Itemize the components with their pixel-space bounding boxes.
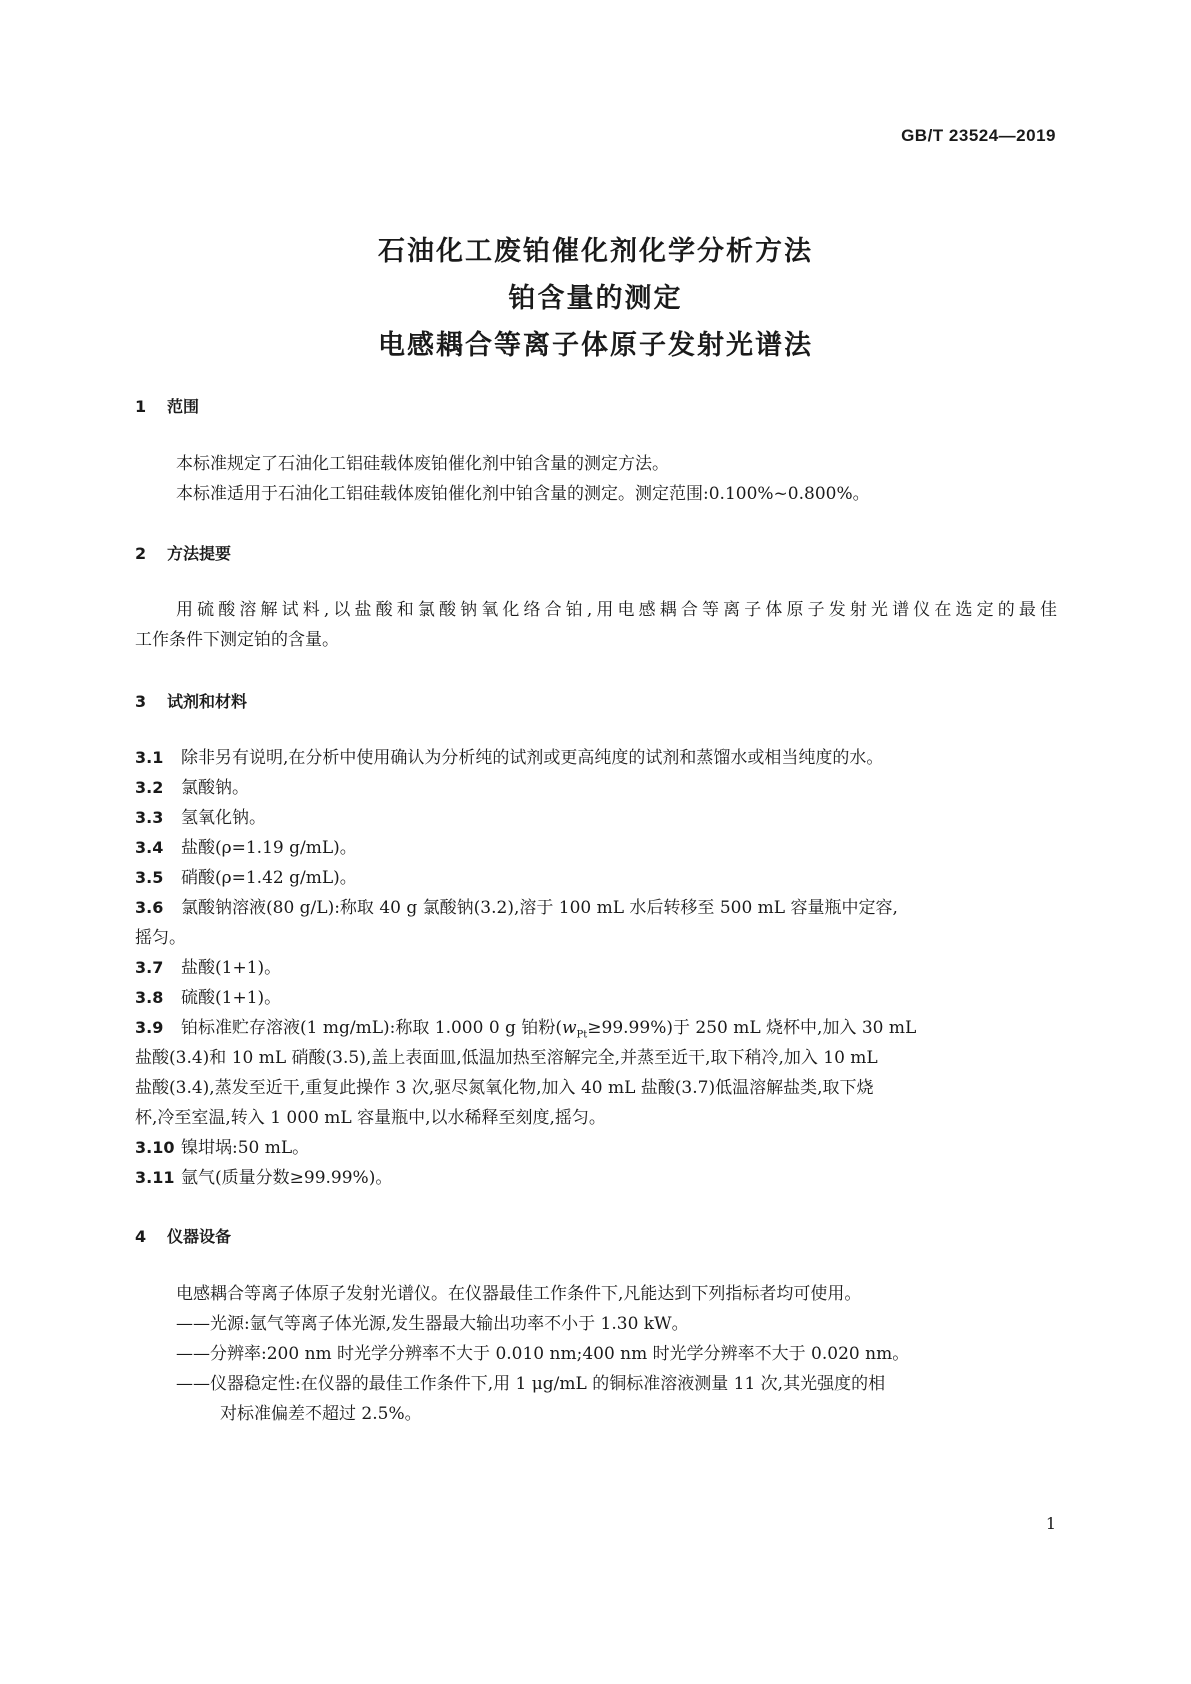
item-text: 氯酸钠溶液(80 g/L):称取 40 g 氯酸钠(3.2),溶于 100 mL 水后转移至 500 mL 容量瓶中定容, bbox=[181, 898, 898, 918]
list-item bbox=[135, 776, 1057, 800]
item-number: 3.7 bbox=[135, 958, 164, 977]
section-number: 1 bbox=[135, 397, 147, 416]
text-line: 用硫酸溶解试料,以盐酸和氯酸钠氧化络合铂,用电感耦合等离子体原子发射光谱仪在选定的最佳 bbox=[176, 600, 1057, 620]
item-text: 硫酸(1+1)。 bbox=[181, 988, 282, 1008]
item-number: 3.1 bbox=[135, 748, 164, 767]
item-number: 3.5 bbox=[135, 868, 164, 887]
dash-list-item: ——仪器稳定性:在仪器的最佳工作条件下,用 1 μg/mL 的铜标准溶液测量 11 次,其光强度的相 bbox=[176, 1374, 886, 1394]
list-item bbox=[135, 866, 1057, 890]
section-3-heading bbox=[135, 689, 247, 712]
item-number: 3.9 bbox=[135, 1018, 164, 1037]
list-item-continuation: 盐酸(3.4),蒸发至近干,重复此操作 3 次,驱尽氮氧化物,加入 40 mL 盐酸(3.7)低温溶解盐类,取下烧 bbox=[135, 1078, 874, 1098]
section-number: 2 bbox=[135, 544, 147, 563]
page-number: 1 bbox=[1045, 1514, 1056, 1533]
item-text: 除非另有说明,在分析中使用确认为分析纯的试剂或更高纯度的试剂和蒸馏水或相当纯度的水。 bbox=[181, 748, 884, 768]
dash-list-item: ——光源:氩气等离子体光源,发生器最大输出功率不小于 1.30 kW。 bbox=[176, 1314, 689, 1334]
item-text: 氯酸钠。 bbox=[181, 778, 249, 798]
list-item bbox=[135, 836, 1057, 860]
list-item-continuation: 摇匀。 bbox=[135, 928, 186, 948]
item-number: 3.10 bbox=[135, 1138, 175, 1157]
document-title bbox=[0, 228, 1191, 369]
paragraph: 本标准规定了石油化工铝硅载体废铂催化剂中铂含量的测定方法。 bbox=[176, 454, 669, 474]
list-item bbox=[135, 746, 1057, 770]
title-line-3: 电感耦合等离子体原子发射光谱法 bbox=[378, 330, 813, 361]
section-number: 3 bbox=[135, 692, 147, 711]
item-number: 3.4 bbox=[135, 838, 164, 857]
section-number: 4 bbox=[135, 1227, 147, 1246]
title-line-1: 石油化工废铂催化剂化学分析方法 bbox=[378, 236, 813, 267]
item-number: 3.2 bbox=[135, 778, 164, 797]
item-number: 3.3 bbox=[135, 808, 164, 827]
list-item-continuation: 盐酸(3.4)和 10 mL 硝酸(3.5),盖上表面皿,低温加热至溶解完全,并蒸至近干,取下稍冷,加入 10 mL bbox=[135, 1048, 878, 1068]
math-variable: w bbox=[561, 1018, 577, 1038]
paragraph: 本标准适用于石油化工铝硅载体废铂催化剂中铂含量的测定。测定范围:0.100%~0.800%。 bbox=[176, 484, 870, 504]
section-4-heading bbox=[135, 1224, 231, 1247]
list-item bbox=[135, 1016, 1057, 1047]
standard-code: GB/T 23524—2019 bbox=[901, 126, 1056, 145]
item-number: 3.11 bbox=[135, 1168, 175, 1187]
item-number: 3.8 bbox=[135, 988, 164, 1007]
item-number: 3.6 bbox=[135, 898, 164, 917]
math-subscript: Pt bbox=[576, 1029, 588, 1041]
title-line-2: 铂含量的测定 bbox=[508, 283, 683, 314]
dash-list-item: ——分辨率:200 nm 时光学分辨率不大于 0.010 nm;400 nm 时光学分辨率不大于 0.020 nm。 bbox=[176, 1344, 910, 1364]
list-item-continuation: 杯,冷至室温,转入 1 000 mL 容量瓶中,以水稀释至刻度,摇匀。 bbox=[135, 1108, 606, 1128]
paragraph-line bbox=[176, 598, 1057, 622]
list-item bbox=[135, 1136, 1057, 1160]
section-1-heading bbox=[135, 394, 199, 417]
text-segment: 铂标准贮存溶液(1 mg/mL):称取 1.000 0 g 铂粉( bbox=[181, 1018, 562, 1038]
section-title: 方法提要 bbox=[167, 544, 232, 563]
item-text: 氩气(质量分数≥99.99%)。 bbox=[181, 1168, 393, 1188]
item-text: 盐酸(ρ=1.19 g/mL)。 bbox=[181, 838, 357, 858]
item-text: 氢氧化钠。 bbox=[181, 808, 266, 828]
item-text bbox=[181, 1018, 917, 1041]
section-2-heading bbox=[135, 541, 231, 564]
list-item bbox=[135, 896, 1057, 920]
section-title: 仪器设备 bbox=[167, 1227, 232, 1246]
list-item bbox=[135, 806, 1057, 830]
item-text: 硝酸(ρ=1.42 g/mL)。 bbox=[181, 868, 357, 888]
section-title: 试剂和材料 bbox=[167, 692, 248, 711]
paragraph: 电感耦合等离子体原子发射光谱仪。在仪器最佳工作条件下,凡能达到下列指标者均可使用。 bbox=[176, 1284, 862, 1304]
item-text: 盐酸(1+1)。 bbox=[181, 958, 282, 978]
dash-list-item-continuation: 对标准偏差不超过 2.5%。 bbox=[220, 1404, 422, 1424]
list-item bbox=[135, 986, 1057, 1010]
paragraph-line: 工作条件下测定铂的含量。 bbox=[135, 630, 339, 650]
section-title: 范围 bbox=[167, 397, 200, 416]
item-text: 镍坩埚:50 mL。 bbox=[181, 1138, 310, 1158]
list-item bbox=[135, 956, 1057, 980]
text-segment: ≥99.99%)于 250 mL 烧杯中,加入 30 mL bbox=[587, 1018, 917, 1038]
list-item bbox=[135, 1166, 1057, 1190]
